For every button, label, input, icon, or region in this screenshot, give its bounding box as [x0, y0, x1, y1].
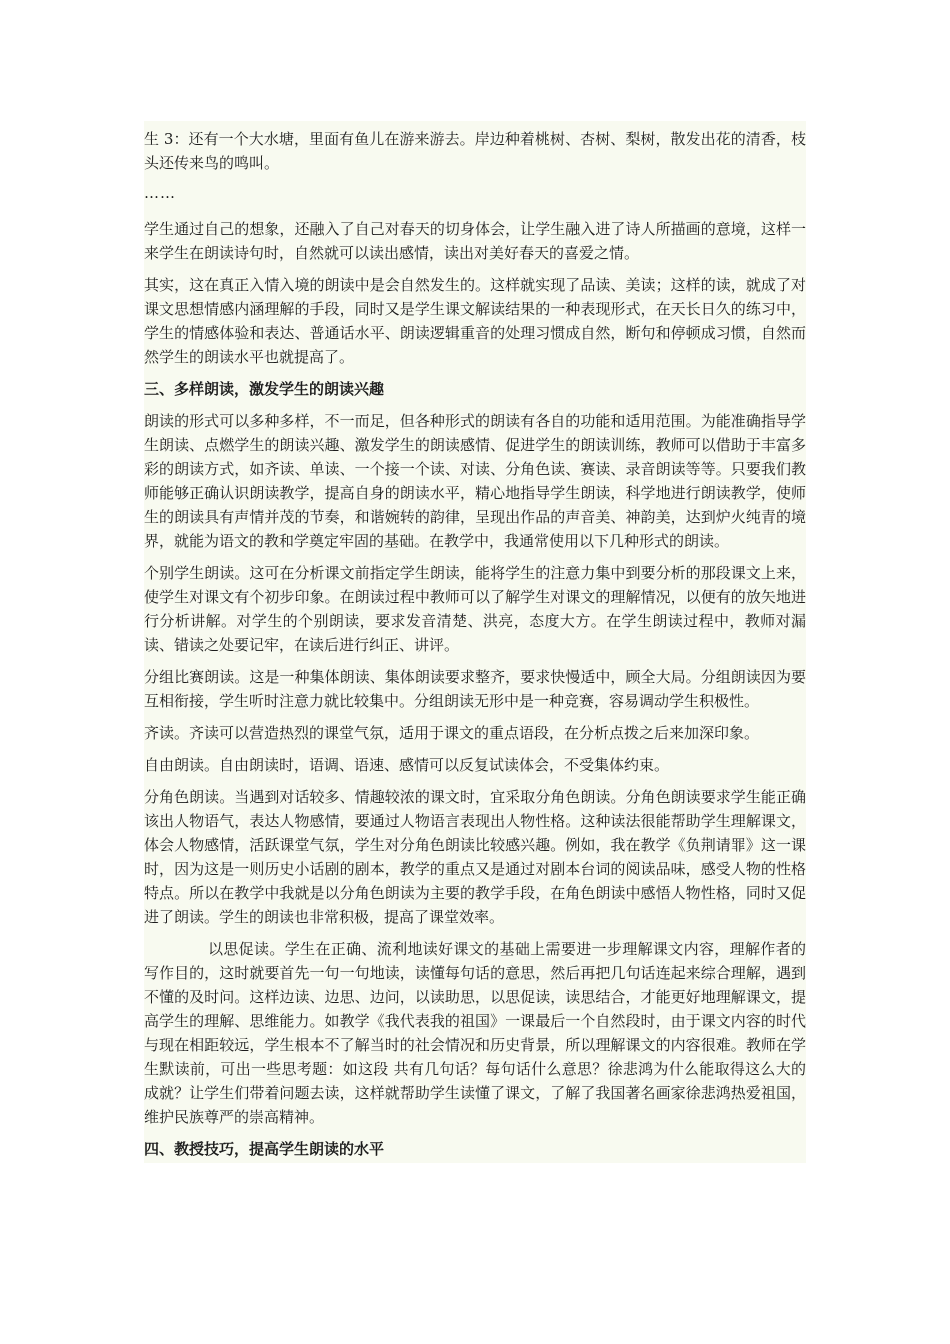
- paragraph-role-reading: 分角色朗读。当遇到对话较多、情趣较浓的课文时，宜采取分角色朗读。分角色朗读要求学生能正确该出人物语气，表达人物感情，要通过人物语言表现出人物性格。这种读法很能帮助学生理解课文，体会人物感情，活跃课堂气氛，学生对分角色朗读比较感兴趣。例如，我在教学《负荆请罪》这一课时，因为这是一则历史小话剧的剧本，教学的重点又是通过对剧本台词的阅读品味，感受人物的性格特点。所以在教学中我就是以分角色朗读为主要的教学手段，在角色朗读中感悟人物性格，同时又促进了朗读。学生的朗读也非常积极，提高了课堂效率。: [144, 788, 806, 926]
- paragraph-individual-reading: 个别学生朗读。这可在分析课文前指定学生朗读，能将学生的注意力集中到要分析的那段课文上来，使学生对课文有个初步印象。在朗读过程中教师可以了解学生对课文的理解情况，以便有的放矢地进行分析讲解。对学生的个别朗读，要求发音清楚、洪亮，态度大方。在学生朗读过程中，教师对漏读、错读之处要记牢，在读后进行纠正、讲评。: [144, 564, 806, 654]
- section-heading-4: 四、教授技巧，提高学生朗读的水平: [144, 1140, 385, 1158]
- paragraph-group-reading: 分组比赛朗读。这是一种集体朗读、集体朗读要求整齐，要求快慢适中，顾全大局。分组朗读因为要互相衔接，学生听时注意力就比较集中。分组朗读无形中是一种竞赛，容易调动学生积极性。: [144, 668, 806, 710]
- document-body: [144, 121, 806, 1163]
- ellipsis-line: ……: [144, 184, 176, 202]
- section-heading-3: 三、多样朗读，激发学生的朗读兴趣: [144, 380, 385, 398]
- paragraph-choral-reading: 齐读。齐读可以营造热烈的课堂气氛，适用于课文的重点语段，在分析点拨之后来加深印象。: [144, 724, 760, 742]
- paragraph-student-3: 生 3：还有一个大水塘，里面有鱼儿在游来游去。岸边种着桃树、杏树、梨树，散发出花的清香，枝头还传来鸟的鸣叫。: [144, 130, 806, 172]
- paragraph-reading-forms: 朗读的形式可以多种多样，不一而足，但各种形式的朗读有各自的功能和适用范围。为能准确指导学生朗读、点燃学生的朗读兴趣、激发学生的朗读感情、促进学生的朗读训练，教师可以借助于丰富多彩的朗读方式，如齐读、单读、一个接一个读、对读、分角色读、赛读、录音朗读等等。只要我们教师能够正确认识朗读教学，提高自身的朗读水平，精心地指导学生朗读，科学地进行朗读教学，使师生的朗读具有声情并茂的节奏，和谐婉转的韵律，呈现出作品的声音美、神韵美，达到炉火纯青的境界，就能为语文的教和学奠定牢固的基础。在教学中，我通常使用以下几种形式的朗读。: [144, 412, 806, 550]
- paragraph-immersive-reading: 其实，这在真正入情入境的朗读中是会自然发生的。这样就实现了品读、美读；这样的读，就成了对课文思想情感内涵理解的手段，同时又是学生课文解读结果的一种表现形式，在天长日久的练习中，学生的情感体验和表达、普通话水平、朗读逻辑重音的处理习惯成自然，断句和停顿成习惯，自然而然学生的朗读水平也就提高了。: [144, 276, 806, 366]
- paragraph-think-reading: 以思促读。学生在正确、流利地读好课文的基础上需要进一步理解课文内容，理解作者的写作目的，这时就要首先一句一句地读，读懂每句话的意思，然后再把几句话连起来综合理解，遇到不懂的及时问。这样边读、边思、边问，以读助思，以思促读，读思结合，才能更好地理解课文，提高学生的理解、思维能力。如教学《我代表我的祖国》一课最后一个自然段时，由于课文内容的时代与现在相距较远，学生根本不了解当时的社会情况和历史背景，所以理解课文的内容很难。教师在学生默读前，可出一些思考题：如这段 共有几句话？每句话什么意思？徐悲鸿为什么能取得这么大的成就？让学生们带着问题去读，这样就帮助学生读懂了课文，了解了我国著名画家徐悲鸿热爱祖国，维护民族尊严的崇高精神。: [144, 940, 806, 1126]
- paragraph-imagination: 学生通过自己的想象，还融入了自己对春天的切身体会，让学生融入进了诗人所描画的意境，这样一来学生在朗读诗句时，自然就可以读出感情，读出对美好春天的喜爱之情。: [144, 220, 806, 262]
- paragraph-free-reading: 自由朗读。自由朗读时，语调、语速、感情可以反复试读体会，不受集体约束。: [144, 756, 670, 774]
